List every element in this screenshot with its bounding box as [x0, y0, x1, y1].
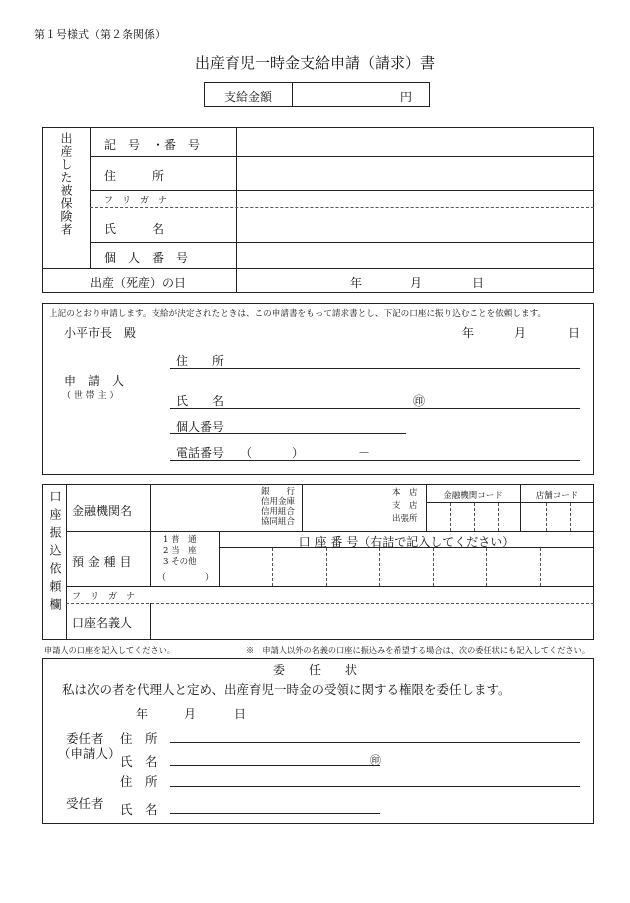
delegator-name-field[interactable] [170, 765, 380, 766]
apply-year: 年 [462, 326, 475, 340]
proxy-text: 私は次の者を代理人と定め、出産育児一時金の受領に関する権限を委任します。 [62, 682, 511, 697]
proxy-year: 年 [136, 707, 149, 721]
birth-year: 年 [350, 276, 363, 290]
proxy-day: 日 [234, 707, 247, 721]
delegator-address-field[interactable] [170, 742, 580, 743]
birth-day: 日 [472, 276, 485, 290]
applicant-seal-mark: ㊞ [413, 394, 426, 408]
birth-month: 月 [410, 276, 423, 290]
delegator-seal-mark: ㊞ [370, 754, 381, 767]
deposit-option-1: 1 普 通 [163, 535, 197, 545]
account-holder-label: 口座名義人 [72, 616, 133, 630]
phone-paren-close: ） [292, 446, 305, 460]
insured-side-label: 出産した被保険者 [59, 132, 73, 236]
account-number-label: 口 座 番 号（右詰で記入してください） [298, 535, 515, 549]
branch-code-label: 店舗コード [535, 491, 579, 501]
applicant-name-field[interactable] [170, 408, 580, 409]
branch-options [392, 487, 418, 526]
insured-address-label: 住 所 [104, 169, 165, 183]
bank-type-1: 銀 行 [260, 487, 295, 497]
proxy-title: 委 任 状 [272, 663, 357, 677]
delegator-address-label: 住 所 [120, 731, 158, 746]
insured-personal-no-label: 個 人 番 号 [104, 251, 189, 265]
applicant-sub-label: （ 世 帯 主 ） [62, 391, 119, 401]
deposit-other-close: ） [205, 573, 215, 583]
mayor-label: 小平市長 殿 [64, 326, 137, 340]
bank-type-4: 協同組合 [260, 517, 295, 527]
insured-number-label: 記 号 ・番 号 [104, 138, 201, 152]
deposit-option-2: 2 当 座 [163, 546, 197, 556]
delegator-name-label: 氏 名 [120, 754, 158, 769]
apply-month: 月 [514, 326, 527, 340]
delegate-address-label: 住 所 [120, 774, 158, 789]
bank-code-label: 金融機関コード [443, 491, 503, 501]
applicant-name-label: 氏 名 [176, 394, 225, 408]
delegate-label: 受任者 [66, 796, 104, 811]
form-number: 第１号様式（第２条関係） [34, 28, 166, 41]
delegator-label: 委任者 [66, 731, 104, 746]
holder-furigana-label: フ リ ガ ナ [72, 592, 136, 602]
applicant-personal-no-field[interactable] [170, 433, 406, 434]
delegator-sub-label: （申請人） [58, 746, 121, 761]
amount-unit: 円 [400, 90, 413, 104]
delegate-address-field[interactable] [170, 786, 580, 787]
applicant-phone-label: 電話番号 [176, 446, 225, 460]
bank-name-label: 金融機関名 [72, 504, 133, 518]
bank-type-options [254, 487, 302, 527]
delegate-name-field[interactable] [170, 813, 380, 814]
applicant-personal-no-label: 個人番号 [176, 420, 225, 434]
bank-type-2: 信用金庫 [260, 497, 295, 507]
page-title: 出産育児一時金支給申請（請求）書 [194, 54, 435, 72]
deposit-options [163, 535, 197, 568]
applicant-label: 申 請 人 [64, 374, 125, 388]
applicant-statement: 上記のとおり申請します。支給が決定されたときは、この申請書をもって請求書とし、下記の口座に振り込むことを依頼します。 [49, 309, 547, 319]
applicant-phone-field[interactable] [170, 460, 580, 461]
deposit-other-open: （ [157, 573, 167, 583]
insured-furigana-label: フ リ ガ ナ [104, 196, 168, 206]
branch-type-1: 本 店 [392, 488, 418, 498]
deposit-type-label: 預 金 種 目 [72, 555, 132, 569]
account-note-prefix: 申請人の口座を記入してください。 [44, 645, 176, 655]
phone-paren-open: （ [240, 446, 253, 460]
apply-day: 日 [568, 326, 581, 340]
insured-name-label: 氏 名 [104, 222, 165, 236]
delegate-name-label: 氏 名 [120, 802, 158, 817]
applicant-address-label: 住 所 [176, 354, 225, 368]
deposit-option-3: 3 その他 [163, 557, 197, 567]
proxy-month: 月 [184, 707, 197, 721]
birth-date-label: 出産（死産）の日 [90, 276, 187, 290]
branch-type-3: 出張所 [392, 514, 418, 524]
account-note: ※ 申請人以外の名義の口座に振込みを希望する場合は、次の委任状にも記入してください。 [246, 645, 590, 655]
account-side-label: 口座振込依頼欄 [48, 490, 62, 616]
branch-type-2: 支 店 [392, 501, 418, 511]
amount-label: 支給金額 [223, 90, 272, 104]
applicant-address-field[interactable] [170, 368, 580, 369]
phone-dash: － [358, 446, 371, 460]
bank-type-3: 信用組合 [260, 507, 295, 517]
